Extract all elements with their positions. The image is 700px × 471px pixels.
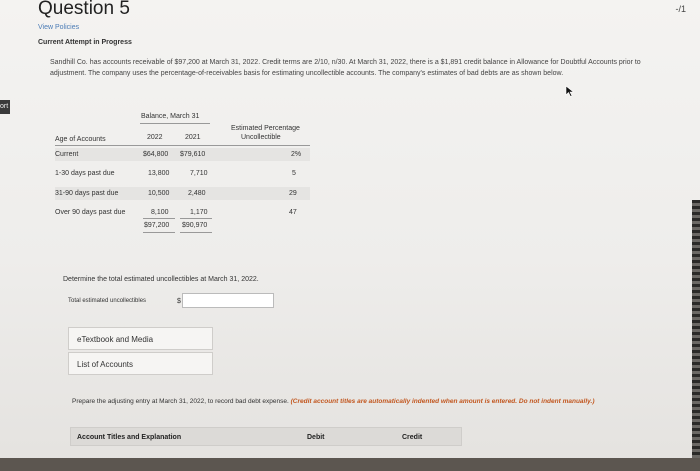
prepare-entry-instruction — [72, 397, 632, 406]
age-cell: 1-30 days past due — [55, 170, 115, 177]
age-cell: 31-90 days past due — [55, 190, 119, 197]
total-double-rule — [143, 232, 175, 233]
question-title: Question 5 — [38, 0, 130, 19]
credit-header: Credit — [402, 434, 423, 441]
age-cell: Current — [55, 151, 79, 158]
currency-symbol: $ — [177, 298, 181, 305]
age-header: Age of Accounts — [55, 136, 106, 143]
pct-cell: 2% — [291, 151, 302, 158]
total-2022-cell: $97,200 — [144, 222, 170, 229]
balance-underline — [140, 123, 210, 124]
year-2021-header: 2021 — [185, 134, 201, 141]
amount-2022-cell: 8,100 — [151, 209, 169, 216]
attempt-status: Current Attempt in Progress — [38, 39, 132, 46]
age-cell: Over 90 days past due — [55, 209, 126, 216]
debit-header: Debit — [307, 434, 325, 441]
view-policies-link[interactable]: View Policies — [38, 24, 80, 31]
amount-2022-cell: 13,800 — [148, 170, 170, 177]
pct-cell: 47 — [289, 209, 297, 216]
right-edge-background — [692, 200, 700, 471]
year-2022-header: 2022 — [147, 134, 163, 141]
total-2021-cell: $90,970 — [182, 222, 208, 229]
pct-cell: 5 — [292, 170, 296, 177]
amount-2021-cell: 7,710 — [190, 170, 208, 177]
header-rule — [55, 145, 310, 146]
amount-2022-cell: 10,500 — [148, 190, 170, 197]
amount-2021-cell: 1,170 — [190, 209, 208, 216]
total-uncollectibles-input[interactable] — [182, 293, 274, 308]
total-double-rule — [180, 232, 212, 233]
mouse-pointer-icon — [565, 85, 575, 97]
amount-2021-cell: $79,610 — [180, 151, 206, 158]
amount-2022-cell: $64,800 — [143, 151, 169, 158]
account-titles-header: Account Titles and Explanation — [77, 434, 182, 441]
etextbook-media-button[interactable]: eTextbook and Media — [68, 327, 213, 350]
problem-statement: Sandhill Co. has accounts receivable of $97,200 at March 31, 2022. Credit terms are 2/10, n/30. At March 31, 2022, there is a $1,891 credit balance in Allowance for Doubtful Accounts prior to adjustment. The company uses the percentage-of-receivables basis for estimating uncollectible accounts. The company's estimates of bad debts are as shown below. — [50, 59, 641, 77]
pct-cell: 29 — [289, 190, 297, 197]
bottom-edge-background — [0, 458, 700, 471]
prepare-text: Prepare the adjusting entry at March 31, 2022, to record bad debt expense. — [72, 398, 289, 405]
pct-header-line1: Estimated Percentage — [231, 125, 300, 132]
subtotal-rule — [180, 218, 212, 219]
pct-header-line2: Uncollectible — [241, 134, 281, 141]
page-counter: -/1 — [675, 4, 686, 14]
subtotal-rule — [143, 218, 175, 219]
total-uncollectibles-label: Total estimated uncollectibles — [68, 298, 147, 304]
determine-instruction: Determine the total estimated uncollectibles at March 31, 2022. — [63, 276, 259, 283]
list-of-accounts-button[interactable]: List of Accounts — [68, 352, 213, 375]
amount-2021-cell: 2,480 — [188, 190, 206, 197]
balance-header: Balance, March 31 — [141, 113, 200, 120]
indent-note: (Credit account titles are automatically indented when amount is entered. Do not indent manually.) — [290, 398, 595, 405]
left-edge-text: ort — [0, 103, 9, 110]
journal-entry-header — [70, 427, 462, 446]
